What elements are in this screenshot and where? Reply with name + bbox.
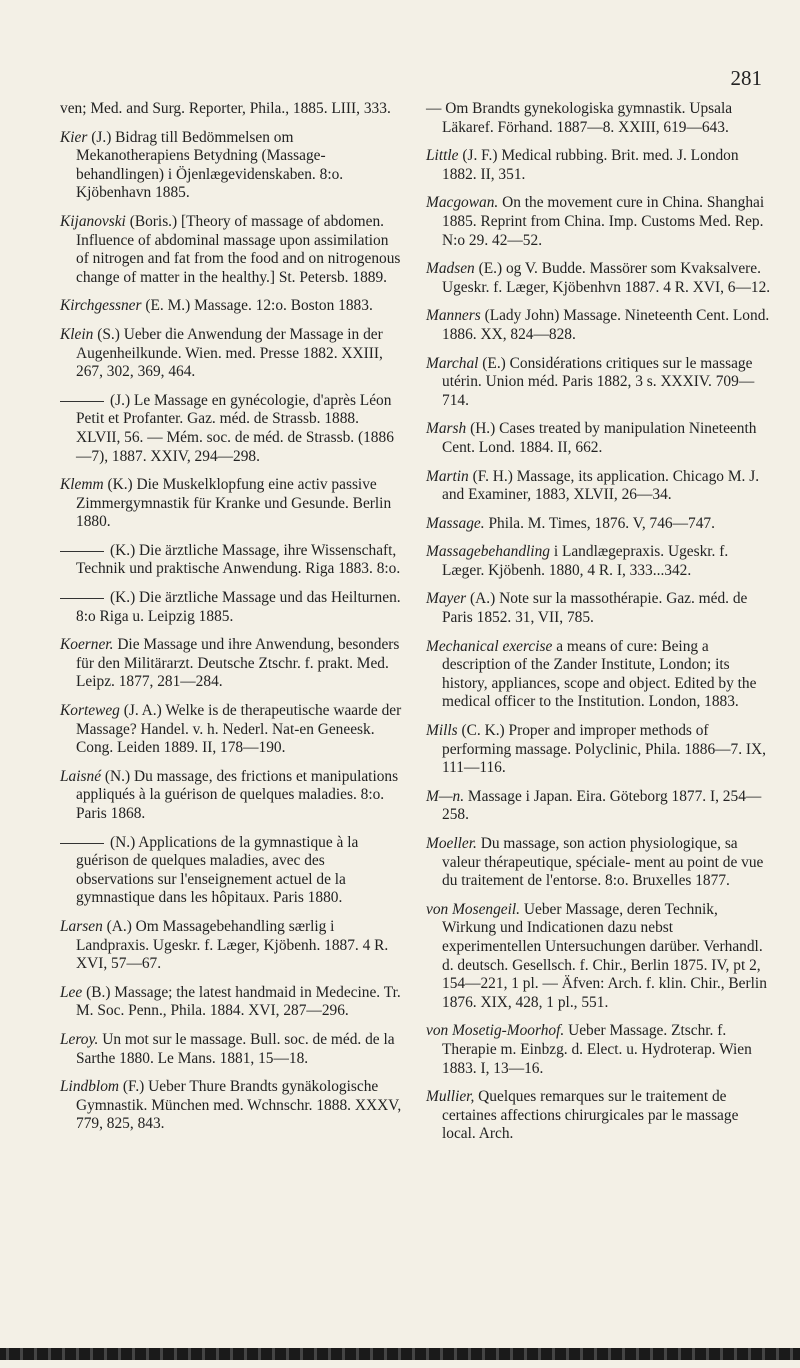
entry-author: Macgowan. bbox=[426, 194, 499, 212]
entry-author: Lindblom bbox=[60, 1078, 120, 1096]
bibliography-entry bbox=[60, 702, 405, 758]
entry-author: von Mosetig-Moorhof. bbox=[426, 1022, 565, 1040]
entry-text: (J. A.) Welke is de therapeutische waarde der Massage? Handel. v. h. Nederl. Nat-en Geneesk. Cong. Leiden 1889. II, 178—190. bbox=[76, 702, 402, 757]
entry-text: Die Massage und ihre Anwendung, besonders für den Militärarzt. Deutsche Ztschr. f. prakt. Med. Leipz. 1877, 281—284. bbox=[76, 636, 400, 691]
left-column bbox=[60, 100, 405, 1144]
scan-edge-bar bbox=[0, 1348, 800, 1360]
bibliography-entry bbox=[60, 100, 405, 119]
entry-author: Kirchgessner bbox=[60, 297, 142, 315]
entry-author: Korteweg bbox=[60, 702, 120, 720]
bibliography-entry bbox=[60, 542, 405, 579]
entry-author: von Mosengeil. bbox=[426, 900, 521, 918]
entry-author: Mullier, bbox=[426, 1088, 475, 1106]
entry-text: (J.) Le Massage en gynécologie, d'après Léon Petit et Profanter. Gaz. méd. de Strassb. 1888. XLVII, 56. — Mém. soc. de méd. de Strassb. (1886—7), 1887. XXIV, 294—298. bbox=[76, 391, 394, 465]
entry-author: Mechanical exercise bbox=[426, 637, 553, 655]
bibliography-entry bbox=[426, 355, 771, 411]
bibliography-entry bbox=[426, 1022, 771, 1078]
bibliography-entry bbox=[426, 722, 771, 778]
entry-text: (C. K.) Proper and improper methods of performing massage. Polyclinic, Phila. 1886—7. IX, 111—116. bbox=[442, 722, 767, 777]
entry-author: Marchal bbox=[426, 354, 479, 372]
entry-text: (F. H.) Massage, its application. Chicago M. J. and Examiner, 1883, XLVII, 26—34. bbox=[442, 467, 760, 504]
bibliography-entry bbox=[426, 835, 771, 891]
bibliography-entry bbox=[426, 100, 771, 137]
entry-text: On the movement cure in China. Shanghai 1885. Reprint from China. Imp. Customs Med. Rep. N:o 29. 42—52. bbox=[442, 194, 765, 249]
entry-text: (A.) Note sur la massothérapie. Gaz. méd. de Paris 1852. 31, VII, 785. bbox=[442, 590, 748, 627]
bibliography-entry bbox=[426, 901, 771, 1013]
entry-text: — Om Brandts gynekologiska gymnastik. Upsala Läkaref. Förhand. 1887—8. XXIII, 619—643. bbox=[426, 100, 733, 136]
bibliography-entry bbox=[60, 326, 405, 382]
entry-text: Du massage, son action physiologique, sa valeur thérapeutique, spéciale- ment au point de vue du traitement de l'entorse. 8:o. Bruxelles 1877. bbox=[442, 835, 764, 890]
entry-author: Lee bbox=[60, 983, 83, 1001]
bibliography-entry bbox=[426, 260, 771, 297]
entry-author: Marsh bbox=[426, 420, 467, 438]
entry-text: i Landlægepraxis. Ugeskr. f. Læger. Kjöbenh. 1880, 4 R. I, 333...342. bbox=[442, 543, 729, 579]
bibliography-entry bbox=[60, 476, 405, 532]
bibliography-entry bbox=[426, 638, 771, 712]
page-number: 281 bbox=[730, 66, 762, 90]
right-column bbox=[426, 100, 771, 1154]
ditto-dash bbox=[60, 401, 104, 402]
entry-text: (H.) Cases treated by manipulation Nineteenth Cent. Lond. 1884. II, 662. bbox=[442, 420, 757, 456]
bibliography-entry bbox=[60, 129, 405, 203]
bibliography-entry bbox=[60, 636, 405, 692]
entry-text: (K.) Die ärztliche Massage und das Heilturnen. 8:o Riga u. Leipzig 1885. bbox=[76, 589, 401, 625]
entry-author: Martin bbox=[426, 467, 469, 485]
entry-text: (K.) Die ärztliche Massage, ihre Wissenschaft, Technik und praktische Anwendung. Riga 1883. 8:o. bbox=[76, 541, 401, 578]
entry-text: Phila. M. Times, 1876. V, 746—747. bbox=[488, 514, 715, 532]
bibliography-entry bbox=[60, 392, 405, 466]
entry-text: (E.) Considérations critiques sur le massage utérin. Union méd. Paris 1882, 3 s. XXXIV. 709—714. bbox=[442, 354, 755, 409]
entry-text: (Lady John) Massage. Nineteenth Cent. Lond. 1886. XX, 824—828. bbox=[442, 307, 770, 343]
entry-text: (S.) Ueber die Anwendung der Massage in der Augenheilkunde. Wien. med. Presse 1882. XXIII, 267, 302, 369, 464. bbox=[76, 325, 383, 381]
entry-text: (E.) og V. Budde. Massörer som Kvaksalvere. Ugeskr. f. Læger, Kjöbenhvn 1887. 4 R. XVI, 6—12. bbox=[442, 260, 771, 296]
entry-author: Leroy. bbox=[60, 1030, 99, 1048]
entry-text: (N.) Du massage, des frictions et manipulations appliqués à la guérison de quelques maladies. 8:o. Paris 1868. bbox=[76, 767, 399, 822]
entry-text: Quelques remarques sur le traitement de certaines affections chirurgicales par le massage local. Arch. bbox=[442, 1088, 739, 1143]
entry-text: (F.) Ueber Thure Brandts gynäkologische Gymnastik. München med. Wchnschr. 1888. XXXV, 779, 825, 843. bbox=[76, 1078, 402, 1133]
entry-text: Ueber Massage, deren Technik, Wirkung und Indicationen dazu nebst experimentellen Untersuchungen darüber. Verhandl. d. deutsch. Gesellsch. f. Chir., Berlin 1875. IV, pt 2, 154—221, 1 pl. — Äfven: Arch. f. klin. Chir., Berlin 1876. XIX, 428, 1 pl., 551. bbox=[442, 900, 767, 1011]
ditto-dash bbox=[60, 551, 104, 552]
entry-author: Laisné bbox=[60, 767, 102, 785]
bibliography-entry bbox=[60, 297, 405, 316]
entry-author: Klemm bbox=[60, 476, 104, 494]
entry-author: Mayer bbox=[426, 590, 467, 608]
bibliography-entry bbox=[60, 1078, 405, 1134]
bibliography-entry bbox=[60, 213, 405, 287]
bibliography-entry bbox=[60, 768, 405, 824]
entry-author: Koerner. bbox=[60, 636, 114, 654]
entry-author: Kijanovski bbox=[60, 212, 126, 230]
entry-text: ven; Med. and Surg. Reporter, Phila., 1885. LIII, 333. bbox=[60, 100, 391, 117]
entry-text: Un mot sur le massage. Bull. soc. de méd. de la Sarthe 1880. Le Mans. 1881, 15—18. bbox=[76, 1030, 395, 1067]
bibliography-entry bbox=[426, 307, 771, 344]
entry-text: (K.) Die Muskelklopfung eine activ passive Zimmergymnastik für Kranke und Gesunde. Berlin 1880. bbox=[76, 476, 392, 531]
bibliography-entry bbox=[426, 515, 771, 534]
bibliography-entry bbox=[426, 590, 771, 627]
entry-text: Massage i Japan. Eira. Göteborg 1877. I, 254—258. bbox=[442, 787, 762, 824]
ditto-dash bbox=[60, 843, 104, 844]
bibliography-entry bbox=[426, 194, 771, 250]
bibliography-entry bbox=[60, 834, 405, 908]
bibliography-entry bbox=[426, 147, 771, 184]
entry-text: a means of cure: Being a description of the Zander Institute, London; its history, appliances, scope and object. Edited by the medical officer to the Institution. London, 1883. bbox=[442, 637, 757, 711]
entry-author: Kier bbox=[60, 128, 88, 146]
entry-text: Ueber Massage. Ztschr. f. Therapie m. Einbzg. d. Elect. u. Hydroterap. Wien 1883. I, 13—16. bbox=[442, 1022, 752, 1077]
entry-text: (B.) Massage; the latest handmaid in Medecine. Tr. M. Soc. Penn., Phila. 1884. XVI, 287—296. bbox=[76, 983, 401, 1020]
bibliography-entry bbox=[426, 468, 771, 505]
bibliography-entry bbox=[60, 918, 405, 974]
entry-text: (N.) Applications de la gymnastique à la guérison de quelques maladies, avec des observations sur l'enseignement actuel de la gymnastique dans les hôpitaux. Paris 1880. bbox=[76, 833, 359, 907]
entry-author: Madsen bbox=[426, 260, 475, 278]
entry-author: Klein bbox=[60, 325, 94, 343]
bibliography-entry bbox=[426, 1088, 771, 1144]
entry-author: Massagebehandling bbox=[426, 543, 550, 561]
entry-text: (J.) Bidrag till Bedömmelsen om Mekanotherapiens Betydning (Massage-behandlingen) i Öjenlægevidenskaben. 8:o. Kjöbenhavn 1885. bbox=[76, 128, 344, 202]
entry-author: M—n. bbox=[426, 787, 465, 805]
entry-author: Manners bbox=[426, 307, 481, 325]
bibliography-entry bbox=[60, 589, 405, 626]
entry-text: (J. F.) Medical rubbing. Brit. med. J. London 1882. II, 351. bbox=[442, 147, 739, 183]
entry-author: Mills bbox=[426, 722, 458, 740]
ditto-dash bbox=[60, 598, 104, 599]
bibliography-entry bbox=[426, 788, 771, 825]
entry-author: Massage. bbox=[426, 514, 485, 532]
entry-text: (E. M.) Massage. 12:o. Boston 1883. bbox=[145, 297, 373, 315]
bibliography-entry bbox=[426, 420, 771, 457]
bibliography-entry bbox=[60, 984, 405, 1021]
bibliography-entry bbox=[60, 1031, 405, 1068]
entry-text: (Boris.) [Theory of massage of abdomen. Influence of abdominal massage upon assimilation of nitrogen and fat from the food and on nitrogenous change of matter in the healthy.] St. Petersb. 1889. bbox=[76, 212, 401, 286]
entry-author: Little bbox=[426, 147, 459, 165]
entry-author: Larsen bbox=[60, 917, 103, 935]
entry-text: (A.) Om Massagebehandling særlig i Landpraxis. Ugeskr. f. Læger, Kjöbenh. 1887. 4 R. XVI, 57—67. bbox=[76, 917, 389, 973]
entry-author: Moeller. bbox=[426, 835, 477, 852]
bibliography-entry bbox=[426, 543, 771, 580]
